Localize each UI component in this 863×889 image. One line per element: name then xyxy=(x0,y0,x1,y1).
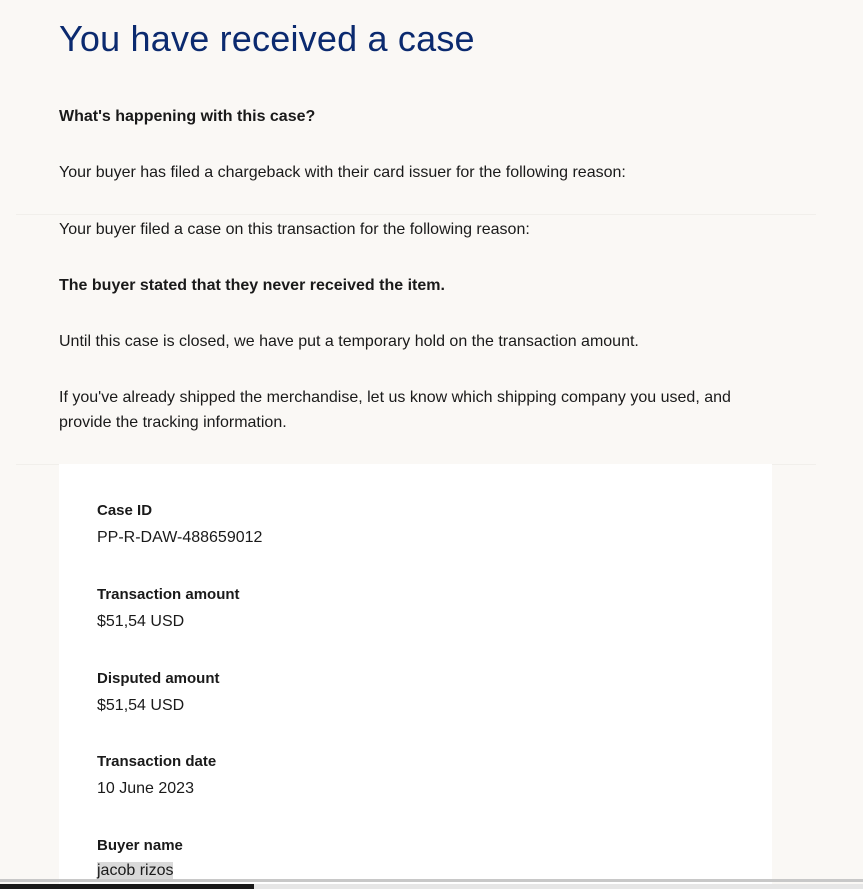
divider xyxy=(16,214,816,215)
disputed-amount-label: Disputed amount xyxy=(97,670,220,687)
shipping-text: If you've already shipped the merchandise, let us know which shipping company you used, and provide the tracking information. xyxy=(59,389,731,431)
transaction-date-label: Transaction date xyxy=(97,753,217,770)
buyer-name-label: Buyer name xyxy=(97,837,183,854)
chargeback-text: Your buyer has filed a chargeback with their card issuer for the following reason: xyxy=(59,164,626,181)
buyer-name-text[interactable]: jacob rizos xyxy=(97,862,174,879)
transaction-amount-label: Transaction amount xyxy=(97,586,240,603)
case-id-label: Case ID xyxy=(97,502,153,519)
case-filed-text: Your buyer filed a case on this transaction for the following reason: xyxy=(59,221,530,238)
case-details-card xyxy=(59,464,772,889)
case-id-value: PP-R-DAW-488659012 xyxy=(97,529,263,546)
hold-text: Until this case is closed, we have put a temporary hold on the transaction amount. xyxy=(59,333,639,350)
transaction-amount-value: $51,54 USD xyxy=(97,613,185,630)
transaction-date-value: 10 June 2023 xyxy=(97,780,194,797)
disputed-amount-value: $51,54 USD xyxy=(97,697,185,714)
page-title: You have received a case xyxy=(59,18,475,59)
buyer-name-value[interactable] xyxy=(97,862,173,880)
taskbar-segment xyxy=(0,884,254,889)
taskbar-background xyxy=(254,884,863,889)
horizontal-scrollbar-track[interactable] xyxy=(0,879,863,882)
section-heading: What's happening with this case? xyxy=(59,108,316,125)
case-reason: The buyer stated that they never received the item. xyxy=(59,277,445,294)
